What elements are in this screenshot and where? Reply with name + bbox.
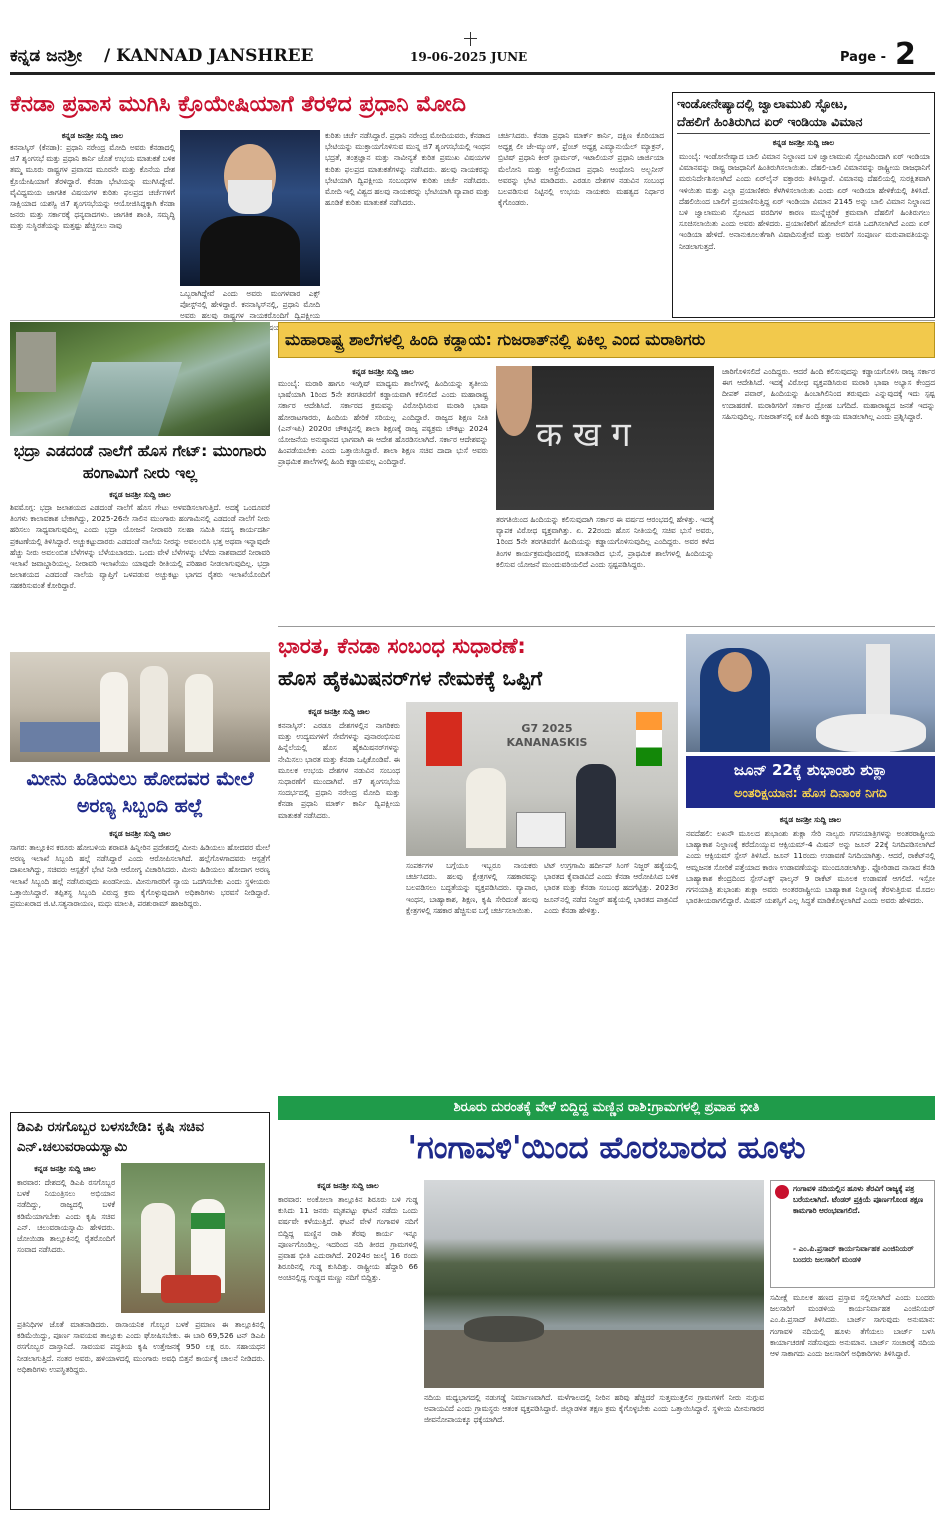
- crosshair-mark-h: [464, 38, 477, 39]
- photo-caption-text: ಒಬ್ಬರಾಗಿದ್ದೇವೆ ಎಂದು ಅವರು ಮಂಗಳವಾರ ಎಕ್ಸ್ ಪೋಸ್ಟ್‌ನಲ್ಲಿ ಹೇಳಿದ್ದಾರೆ. ಕನನಾಸ್ಕಿಸ್‌ನಲ್ಲಿ, ಪ್ರಧಾನಿ ಮೋದಿ ಅವರು ಹಲವು ರಾಷ್ಟ್ರಗಳ ನಾಯಕರೊಂದಿಗೆ ದ್ವಿಪಕ್ಷೀಯ ವಿಷಯಗಳ: [180, 289, 320, 332]
- byline: ಕನ್ನಡ ಜನಶ್ರೀ ಸುದ್ದಿ ಜಾಲ: [308, 707, 370, 716]
- river-landslide-photo: [424, 1180, 764, 1388]
- masthead-rule: [10, 72, 935, 75]
- article-column: ನದಿಯ ಮಧ್ಯಭಾಗದಲ್ಲಿ ನಡುಗಡ್ಡೆ ನಿರ್ಮಾಣವಾಗಿದೆ. ಮಳೆಗಾಲದಲ್ಲಿ ನೀರಿನ ಹರಿವು ಹೆಚ್ಚಿದರೆ ಸುತ್ತಮುತ್ತಲಿನ ಗ್ರಾಮಗಳಿಗೆ ನೀರು ನುಗ್ಗುವ ಅಪಾಯವಿದೆ ಎಂದು ಗ್ರಾಮಸ್ಥರು ಆತಂಕ ವ್ಯಕ್ತಪಡಿಸಿದ್ದಾರೆ. ಜಿಲ್ಲಾಡಳಿತ ತಕ್ಷಣ ಕ್ರಮ ಕೈಗೊಳ್ಳಬೇಕು ಎಂದು ಒತ್ತಾಯಿಸಿದ್ದಾರೆ. ಸ್ಥಳೀಯ ಮೀನುಗಾರರ ಜೀವನೋಪಾಯಕ್ಕೂ ಧಕ್ಕೆಯಾಗಿದೆ.: [424, 1393, 764, 1425]
- byline: ಕನ್ನಡ ಜನಶ್ರೀ ಸುದ್ದಿ ಜಾಲ: [34, 1164, 96, 1173]
- portrait-suit: [200, 216, 300, 286]
- quote-text: ಗಂಗಾವಳಿ ನದಿಯಲ್ಲಿನ ಹೂಳು ತೆರವಿಗೆ ರಾಜ್ಯಕ್ಕೆ ಪತ್ರ ಬರೆಯಲಾಗಿದೆ. ಟೆಂಡರ್ ಪ್ರಕ್ರಿಯೆ ಪೂರ್ಣಗೊಂಡ ತಕ್ಷಣ ಕಾಮಗಾರಿ ಆರಂಭವಾಗಲಿದೆ.: [793, 1184, 924, 1216]
- headline-box-shukla: [686, 756, 935, 808]
- article-column: ತರಗತಿಯಿಂದ ಹಿಂದಿಯನ್ನು ಕಲಿಸುವುದಾಗಿ ಸರ್ಕಾರ ಈ ವರ್ಷದ ಆರಂಭದಲ್ಲಿ ಹೇಳಿತ್ತು. ಇದಕ್ಕೆ ವ್ಯಾಪಕ ವಿರೋಧ ವ್ಯಕ್ತವಾಗಿತ್ತು. ಏ. 22ರಂದು ಹೊಸ ನೀತಿಯಲ್ಲಿ ಸಚಿವ ಭುಸೆ ಅವರು, 1ರಿಂದ 5ನೇ ತರಗತಿವರೆಗೆ ಹಿಂದಿಯನ್ನು ಕಡ್ಡಾಯಗೊಳಿಸುವುದಿಲ್ಲ ಎಂದಿದ್ದರು. ಅವರ ಕಳೆದ ತಿಂಗಳ ಕಾರ್ಯಕ್ರಮವೊಂದರಲ್ಲಿ ಮಾತನಾಡಿದ ಭುಸೆ, ಪ್ರಾಥಮಿಕ ಶಾಲೆಗಳಲ್ಲಿ ಹಿಂದಿಯನ್ನು ಕಲಿಸುವ ಯೋಜನೆ ಮುಂದುವರಿಯಲಿದೆ ಎಂದು ಸ್ಪಷ್ಟಪಡಿಸಿದ್ದರು.: [496, 515, 714, 569]
- byline: ಕನ್ನಡ ಜನಶ್ರೀ ಸುದ್ದಿ ಜಾಲ: [109, 490, 171, 499]
- masthead: [0, 0, 945, 78]
- article-column: ಸಂಪರ್ಕಗಳ ಬಗ್ಗೆಯೂ ಇಬ್ಬರೂ ನಾಯಕರು ಚರ್ಚಿಸಿದರು. ಹಲವು ಕ್ಷೇತ್ರಗಳಲ್ಲಿ ಸಹಕಾರವನ್ನು ಬಲಪಡಿಸಲು ಬದ್ಧತೆಯನ್ನು ವ್ಯಕ್ತಪಡಿಸಿದರು. ವ್ಯಾಪಾರ, ಇಂಧನ, ಬಾಹ್ಯಾಕಾಶ, ಶಿಕ್ಷಣ, ಕೃಷಿ ಸೇರಿದಂತೆ ಹಲವು ಕ್ಷೇತ್ರಗಳಲ್ಲಿ ಸಹಕಾರ ಹೆಚ್ಚಿಸುವ ಬಗ್ಗೆ ಚರ್ಚಿಸಲಾಯಿತು.: [406, 861, 538, 915]
- india-flag: [636, 712, 662, 766]
- rocket-smoke: [816, 714, 926, 752]
- byline: ಕನ್ನಡ ಜನಶ್ರೀ ಸುದ್ದಿ ಜಾಲ: [109, 829, 171, 838]
- kicker-bar: [278, 1096, 935, 1120]
- headline-shukla-2: ಅಂತರಿಕ್ಷಯಾನ: ಹೊಸ ದಿನಾಂಕ ನಿಗದಿ: [734, 785, 887, 800]
- byline: ಕನ್ನಡ ಜನಶ್ರೀ ಸುದ್ದಿ ಜಾಲ: [779, 815, 842, 824]
- byline: ಕನ್ನಡ ಜನಶ್ರೀ ಸುದ್ದಿ ಜಾಲ: [772, 138, 835, 147]
- story-canada-ties: [278, 632, 680, 1092]
- byline: ಕನ್ನಡ ಜನಶ್ರೀ ಸುದ್ದಿ ಜಾಲ: [317, 1181, 379, 1190]
- headline-dap: ಡಿಎಪಿ ರಸಗೊಬ್ಬರ ಬಳಸಬೇಡಿ: ಕೃಷಿ ಸಚಿವ ಎನ್.ಚಲುವರಾಯಸ್ವಾಮಿ: [17, 1119, 205, 1155]
- quote-mark-icon: [775, 1185, 789, 1199]
- article-column: ಜಾರಿಗೊಳಿಸಲಿದೆ ಎಂದಿದ್ದರು. ಆದರೆ ಹಿಂದಿ ಕಲಿಸುವುದನ್ನು ಕಡ್ಡಾಯಗೊಳಿಸಿ ರಾಜ್ಯ ಸರ್ಕಾರ ಈಗ ಆದೇಶಿಸಿದೆ. ಇದಕ್ಕೆ ವಿರೋಧ ವ್ಯಕ್ತಪಡಿಸಿರುವ ಮರಾಠಿ ಭಾಷಾ ಅಭ್ಯಾಸ ಕೇಂದ್ರದ ದೀಪಕ್ ಪವಾರ್, ಹಿಂದಿಯನ್ನು ಹಿಂಬಾಗಿಲಿನಿಂದ ತರುವುದು ಎನ್ನುವುದಕ್ಕೆ ಇದು ಸ್ಪಷ್ಟ ಉದಾಹರಣೆ. ಮರಾಠಿಗರಿಗೆ ಸರ್ಕಾರ ದ್ರೋಹ ಬಗೆದಿದೆ. ಮಹಾರಾಷ್ಟ್ರದ ಜನತೆ ಇದನ್ನು ಸಹಿಸುವುದಿಲ್ಲ. ಗುಜರಾತ್‌ನಲ್ಲಿ ಏಕೆ ಹಿಂದಿ ಕಡ್ಡಾಯ ಮಾಡಲಾಗಿಲ್ಲ ಎಂದು ಪ್ರಶ್ನಿಸಿದ್ದಾರೆ.: [722, 367, 935, 421]
- headline-air-india-2: ದೆಹಲಿಗೆ ಹಿಂತಿರುಗಿದ ಏರ್ ಇಂಡಿಯಾ ವಿಮಾನ: [677, 114, 863, 129]
- astronaut-photo: [686, 634, 935, 752]
- section-rule: [10, 320, 935, 321]
- article-column: ಕನನಾಸ್ಕಿಸ್: ಎರಡೂ ದೇಶಗಳಲ್ಲಿನ ನಾಗರಿಕರು ಮತ್ತು ಉದ್ಯಮಗಳಿಗೆ ಸೇವೆಗಳನ್ನು ಪುನಾರಂಭಿಸುವ ಹಿನ್ನೆಲೆಯಲ್ಲಿ ಹೊಸ ಹೈಕಮಿಷನರ್‌ಗಳನ್ನು ನೇಮಿಸಲು ಭಾರತ ಮತ್ತು ಕೆನಡಾ ಒಪ್ಪಿಕೊಂಡಿವೆ. ಈ ಮೂಲಕ ಉಭಯ ದೇಶಗಳ ನಡುವಿನ ಸಂಬಂಧ ಸುಧಾರಣೆಗೆ ಮುಂದಾಗಿವೆ. ಜಿ7 ಶೃಂಗಸಭೆಯ ಸಂದರ್ಭದಲ್ಲಿ ಪ್ರಧಾನಿ ನರೇಂದ್ರ ಮೋದಿ ಮತ್ತು ಕೆನಡಾ ಪ್ರಧಾನಿ ಮಾರ್ಕ್ ಕಾರ್ನಿ ದ್ವಿಪಕ್ಷೀಯ ಮಾತುಕತೆ ನಡೆಸಿದರು.: [278, 721, 400, 820]
- byline: ಕನ್ನಡ ಜನಶ್ರೀ ಸುದ್ದಿ ಜಾಲ: [61, 131, 124, 140]
- headline-canada-2: ಹೊಸ ಹೈಕಮಿಷನರ್‌ಗಳ ನೇಮಕಕ್ಕೆ ಒಪ್ಪಿಗೆ: [278, 666, 543, 690]
- person-figure: [140, 666, 168, 752]
- story-air-india: [672, 92, 935, 318]
- masthead-title-english: / KANNAD JANSHREE: [104, 46, 314, 66]
- leader-figure: [576, 764, 616, 848]
- article-column: ಕುರಿತು ಚರ್ಚೆ ನಡೆಸಿದ್ದಾರೆ. ಪ್ರಧಾನಿ ನರೇಂದ್ರ ಮೋದಿಯವರು, ಕೆನಡಾದ ಭೇಟಿಯನ್ನು ಮುಕ್ತಾಯಗೊಳಿಸುವ ಮುನ್ನ ಜಿ7 ಶೃಂಗಸಭೆಯಲ್ಲಿ ಇಂಧನ ಭದ್ರತೆ, ತಂತ್ರಜ್ಞಾನ ಮತ್ತು ನಾವೀನ್ಯತೆ ಕುರಿತ ಪ್ರಮುಖ ವಿಷಯಗಳ ಕುರಿತು ಫಲಪ್ರದ ಮಾತುಕತೆಗಳನ್ನು ನಡೆಸಿದರು. ಹಲವು ನಾಯಕರನ್ನು ಭೇಟಿಯಾಗಿ ದ್ವಿಪಕ್ಷೀಯ ಸಂಬಂಧಗಳ ಕುರಿತು ಚರ್ಚೆ ನಡೆಸಿದರು. ಮೋದಿ ಇಲ್ಲಿ ವಿಶ್ವದ ಹಲವು ನಾಯಕರನ್ನು ಭೇಟಿಯಾಗಿ ವ್ಯಾಪಾರ ಮತ್ತು ಹೂಡಿಕೆ ಕುರಿತು ಮಾತುಕತೆ ನಡೆಸಿದರು.: [325, 131, 490, 208]
- article-column: ಪ್ರತಿನಿಧಿಗಳ ಜೊತೆ ಮಾತನಾಡಿದರು. ರಾಸಾಯನಿಕ ಗೊಬ್ಬರ ಬಳಕೆ ಪ್ರಮಾಣ ಈ ತಾಲ್ಲೂಕಿನಲ್ಲಿ ಕಡಿಮೆಯಿದ್ದು, ಪೂರ್ಣ ಸಾವಯವ ತಾಲ್ಲೂಕು ಎಂದು ಘೋಷಿಸಬೇಕು. ಈ ಬಾರಿ 69,526 ಟನ್ ಡಿಎಪಿ ರಸಗೊಬ್ಬರ ದಾಸ್ತಾನಿದೆ. ಸಾವಯವ ಪದ್ಧತಿಯ ಕೃಷಿ ಉತ್ತೇಜನಕ್ಕೆ 950 ಲಕ್ಷ ರೂ. ಸಹಾಯಧನ ನೀಡಲಾಗುತ್ತಿದೆ. ನಂತರ ಅವರು, ಹಳಿಯಾಳದಲ್ಲಿ ಮುಂಗಾರು ಅವಧಿ ಬಿತ್ತನೆ ಕಾರ್ಯಕ್ಕೆ ಚಾಲನೆ ನೀಡಿದರು. ಅಧಿಕಾರಿಗಳು ಉಪಸ್ಥಿತರಿದ್ದರು.: [17, 1320, 265, 1374]
- article-body: ಸಾಗರ: ತಾಲ್ಲೂಕಿನ ಕರೂರು ಹೋಬಳಿಯ ಶರಾವತಿ ಹಿನ್ನೀರಿನ ಪ್ರದೇಶದಲ್ಲಿ ಮೀನು ಹಿಡಿಯಲು ಹೋದವರ ಮೇಲೆ ಅರಣ್ಯ ಇಲಾಖೆ ಸಿಬ್ಬಂದಿ ಹಲ್ಲೆ ನಡೆಸಿದ್ದಾರೆ ಎಂದು ಆರೋಪಿಸಲಾಗಿದೆ. ಹಲ್ಲೆಗೊಳಗಾದವರು ಆಸ್ಪತ್ರೆಗೆ ದಾಖಲಾಗಿದ್ದು, ಸಚಿವರು ಆಸ್ಪತ್ರೆಗೆ ಭೇಟಿ ನೀಡಿ ಆರೋಗ್ಯ ವಿಚಾರಿಸಿದರು. ಮೀನು ಹಿಡಿಯಲು ಹೋದಾಗ ಅರಣ್ಯ ಇಲಾಖೆ ಸಿಬ್ಬಂದಿ ಹಲ್ಲೆ ನಡೆಸಿರುವುದು ಖಂಡನೀಯ. ಮೀನುಗಾರರಿಗೆ ನ್ಯಾಯ ಒದಗಿಸಬೇಕು ಎಂದು ಸ್ಥಳೀಯರು ಒತ್ತಾಯಿಸಿದ್ದಾರೆ. ತಪ್ಪಿತಸ್ಥ ಸಿಬ್ಬಂದಿ ವಿರುದ್ಧ ಕ್ರಮ ಕೈಗೊಳ್ಳುವುದಾಗಿ ಅಧಿಕಾರಿಗಳು ಭರವಸೆ ನೀಡಿದ್ದಾರೆ. ಪ್ರಮುಖರಾದ ಜಿ.ಟಿ.ಸತ್ಯನಾರಾಯಣ, ಮಧು ಮಾಲತಿ, ಪರಶುರಾಮ್ ಹಾಜರಿದ್ದರು.: [10, 843, 270, 909]
- story-modi-croatia: [10, 86, 664, 332]
- article-body: ನವದೆಹಲಿ: ಲಖನೌ ಮೂಲದ ಶುಭಾಂಶು ಶುಕ್ಲಾ ಸೇರಿ ನಾಲ್ವರು ಗಗನಯಾತ್ರಿಗಳನ್ನು ಅಂತರರಾಷ್ಟ್ರೀಯ ಬಾಹ್ಯಾಕಾಶ ನಿಲ್ದಾಣಕ್ಕೆ ಕರೆದೊಯ್ಯುವ ಆಕ್ಸಿಯಮ್-4 ಮಿಷನ್ ಅನ್ನು ಜೂನ್ 22ಕ್ಕೆ ನಿಗದಿಪಡಿಸಲಾಗಿದೆ ಎಂದು ಆಕ್ಸಿಯಮ್ ಸ್ಪೇಸ್ ತಿಳಿಸಿದೆ. ಜೂನ್ 11ರಂದು ಉಡಾವಣೆ ನಿಗದಿಯಾಗಿತ್ತು. ಆದರೆ, ರಾಕೆಟ್‌ನಲ್ಲಿ ಆಮ್ಲಜನಕ ಸೋರಿಕೆ ಪತ್ತೆಯಾದ ಕಾರಣ ಉಡಾವಣೆಯನ್ನು ಮುಂದೂಡಲಾಗಿತ್ತು. ಫ್ಲೋರಿಡಾದ ನಾಸಾದ ಕೆನಡಿ ಬಾಹ್ಯಾಕಾಶ ಕೇಂದ್ರದಿಂದ ಸ್ಪೇಸ್‌ಎಕ್ಸ್ ಫಾಲ್ಕನ್ 9 ರಾಕೆಟ್ ಮೂಲಕ ಉಡಾವಣೆ ಆಗಲಿದೆ. ಇಸ್ರೋ ಗಗನಯಾತ್ರಿ ಶುಭಾಂಶು ಶುಕ್ಲಾ ಅವರು ಅಂತರರಾಷ್ಟ್ರೀಯ ಬಾಹ್ಯಾಕಾಶ ನಿಲ್ದಾಣಕ್ಕೆ ತೆರಳುತ್ತಿರುವ ಮೊದಲ ಭಾರತೀಯರಾಗಲಿದ್ದಾರೆ. ಮಿಷನ್ ಯಶಸ್ವಿಗೆ ಎಲ್ಲ ಸಿದ್ಧತೆ ಮಾಡಿಕೊಳ್ಳಲಾಗಿದೆ ಎಂದು ಅವರು ಹೇಳಿದರು.: [686, 829, 935, 906]
- headline-hindi: ಮಹಾರಾಷ್ಟ್ರ ಶಾಲೆಗಳಲ್ಲಿ ಹಿಂದಿ ಕಡ್ಡಾಯ: ಗುಜರಾತ್‌ನಲ್ಲಿ ಏಕಿಲ್ಲ ಎಂದ ಮರಾಠಿಗರು: [285, 330, 706, 349]
- chalkboard-photo: [496, 366, 714, 510]
- byline: ಕನ್ನಡ ಜನಶ್ರೀ ಸುದ್ದಿ ಜಾಲ: [352, 367, 414, 376]
- story-shukla: [686, 634, 935, 1094]
- story-fishermen: [10, 652, 270, 1092]
- portrait-beard: [228, 180, 272, 214]
- article-column: ಕನನಾಸ್ಕಿಸ್ (ಕೆನಡಾ): ಪ್ರಧಾನಿ ನರೇಂದ್ರ ಮೋದಿ ಅವರು ಕೆನಡಾದಲ್ಲಿ ಜಿ7 ಶೃಂಗಸಭೆ ಮತ್ತು ಪ್ರಧಾನಿ ಕಾರ್ನಿ ಜೊತೆ ಉಭಯ ಮಾತುಕತೆ ಬಳಿಕ ತಮ್ಮ ಮೂರು ರಾಷ್ಟ್ರಗಳ ಪ್ರವಾಸದ ಮೂರನೇ ಮತ್ತು ಕೊನೆಯ ದೇಶ ಕ್ರೊಯೇಷಿಯಾಗೆ ತೆರಳಿದ್ದಾರೆ. ಕೆನಡಾ ಭೇಟಿಯನ್ನು ಮುಗಿಸಿದ್ದೇವೆ. ವೈವಿಧ್ಯಮಯ ಜಾಗತಿಕ ವಿಷಯಗಳ ಕುರಿತು ಫಲಪ್ರದ ಚರ್ಚೆಗಳಿಗೆ ಸಾಕ್ಷಿಯಾದ ಯಶಸ್ವಿ ಜಿ7 ಶೃಂಗಸಭೆಯನ್ನು ಆಯೋಜಿಸಿದ್ದಕ್ಕಾಗಿ ಕೆನಡಾ ಜನರು ಮತ್ತು ಸರ್ಕಾರಕ್ಕೆ ಧನ್ಯವಾದಗಳು. ಜಾಗತಿಕ ಶಾಂತಿ, ಸಮೃದ್ಧಿ ಮತ್ತು ಸುಸ್ಥಿರತೆಯನ್ನು ಮತ್ತಷ್ಟು ಹೆಚ್ಚಿಸಲು ನಾವು: [10, 143, 175, 231]
- article-column: ಮುಂಬೈ: ಮರಾಠಿ ಹಾಗೂ ಇಂಗ್ಲಿಷ್ ಮಾಧ್ಯಮ ಶಾಲೆಗಳಲ್ಲಿ ಹಿಂದಿಯನ್ನು ತೃತೀಯ ಭಾಷೆಯಾಗಿ 1ರಿಂದ 5ನೇ ತರಗತಿವರೆಗೆ ಕಡ್ಡಾಯವಾಗಿ ಕಲಿಸಲಿದೆ ಎಂದು ಮಹಾರಾಷ್ಟ್ರ ಸರ್ಕಾರ ಆದೇಶಿಸಿದೆ. ಸರ್ಕಾರದ ಕ್ರಮವನ್ನು ವಿರೋಧಿಸಿರುವ ಮರಾಠಿ ಭಾಷಾ ಹೋರಾಟಗಾರರು, ಹಿಂದಿಯ ಹೇರಿಕೆ ಸರಿಯಲ್ಲ ಎಂದಿದ್ದಾರೆ. ರಾಜ್ಯದ ಶಿಕ್ಷಣ ನೀತಿ (ಎನ್‌ಇಪಿ) 2020ರ ಚೌಕಟ್ಟಿನಲ್ಲಿ ಶಾಲಾ ಶಿಕ್ಷಣಕ್ಕೆ ರಾಜ್ಯ ಪಠ್ಯಕ್ರಮ ಚೌಕಟ್ಟು 2024 ಯೋಜನೆಯ ಅನುಷ್ಠಾನದ ಭಾಗವಾಗಿ ಈ ಆದೇಶ ಹೊರಡಿಸಲಾಗಿದೆ. ಸರ್ಕಾರ ಆದೇಶವನ್ನು ಹಿಂಪಡೆಯಬೇಕು ಎಂದು ಒತ್ತಾಯಿಸಿದ್ದಾರೆ. ಶಾಲಾ ಶಿಕ್ಷಣ ಸಚಿವ ದಾದಾ ಭುಸೆ ಅವರು ಪ್ರಾಥಮಿಕ ಶಾಲೆಗಳಲ್ಲಿ ಹಿಂದಿ ಕಡ್ಡಾಯವಲ್ಲ ಎಂದಿದ್ದಾರೆ.: [278, 379, 488, 467]
- story-bhadra: [10, 322, 270, 642]
- article-column: ಸಮೀಕ್ಷೆ ಮೂಲಕ ಹಣದ ಪ್ರಸ್ತಾವ ಸಲ್ಲಿಸಲಾಗಿದೆ ಎಂದು ಬಂದರು ಜಲಸಾರಿಗೆ ಮಂಡಳಿಯ ಕಾರ್ಯನಿರ್ವಾಹಕ ಎಂಜಿನಿಯರ್ ಎಂ.ಪಿ.ಪ್ರಸಾದ್ ತಿಳಿಸಿದರು. ಬಾರ್ಜ್ ಸಾಗುವುದು ಅನುಮಾನ: ಗಂಗಾವಳಿ ನದಿಯಲ್ಲಿ ಹೂಳು ತೆಗೆಯಲು ಬಾರ್ಜ್ ಬಳಸಿ ಕಾರ್ಯಾಚರಣೆ ನಡೆಸುವುದು ಅನುಮಾನ. ಬಾರ್ಜ್ ಸಂಚಾರಕ್ಕೆ ನದಿಯ ಆಳ ಸಾಕಾಗದು ಎಂದು ಜಲಸಾರಿಗೆ ಅಧಿಕಾರಿಗಳು ತಿಳಿಸಿದ್ದಾರೆ.: [770, 1293, 935, 1359]
- crosshair-mark: [470, 32, 471, 46]
- section-rule: [278, 626, 935, 627]
- rocks: [464, 1316, 544, 1342]
- story-gangavali: [278, 1096, 935, 1510]
- article-body: ಶಿವಮೊಗ್ಗ: ಭದ್ರಾ ಜಲಾಶಯದ ಎಡದಂಡೆ ನಾಲೆಗೆ ಹೊಸ ಗೇಟು ಅಳವಡಿಸಲಾಗುತ್ತಿದೆ. ಅದಕ್ಕೆ ಒಂದೂವರೆ ತಿಂಗಳು ಕಾಲಾವಕಾಶ ಬೇಕಾಗಿದ್ದು, 2025-26ನೇ ಸಾಲಿನ ಮುಂಗಾರು ಹಂಗಾಮಿನಲ್ಲಿ ಎಡದಂಡೆ ನಾಲೆಗೆ ನೀರು ಹರಿಸಲು ಸಾಧ್ಯವಾಗುವುದಿಲ್ಲ ಎಂದು ಭದ್ರಾ ಯೋಜನೆ ನೀರಾವರಿ ಸಲಹಾ ಸಮಿತಿ ಸದಸ್ಯ ಕಾರ್ಯದರ್ಶಿ ಪ್ರಕಟಣೆಯಲ್ಲಿ ತಿಳಿಸಿದ್ದಾರೆ. ಅಚ್ಚುಕಟ್ಟುದಾರರು ಎಡದಂಡೆ ನಾಲೆಯ ನೀರನ್ನು ಅವಲಂಬಿಸಿ ಭತ್ತ ಅಥವಾ ಇನ್ನಾವುದೇ ಹೆಚ್ಚು ನೀರು ಅವಲಂಬಿತ ಬೆಳೆಗಳನ್ನು ಬೆಳೆಯಬಾರದು. ಒಂದು ವೇಳೆ ಬೆಳೆಗಳನ್ನು ಬೆಳೆದು ನಾಶವಾದರೆ ನೀರಾವರಿ ಇಲಾಖೆ ಜವಾಬ್ದಾರಿಯಲ್ಲ. ನೀರಾವರಿ ಇಲಾಖೆಯು ಯಾವುದೇ ರೀತಿಯಲ್ಲಿ ಪರಿಹಾರ ನೀಡಲಾಗುವುದಿಲ್ಲ. ಭದ್ರಾ ಜಲಾಶಯದ ಎಡದಂಡೆ ನಾಲೆಯ ವ್ಯಾಪ್ತಿಗೆ ಒಳಪಡುವ ಅಚ್ಚುಕಟ್ಟು ಭಾಗದ ರೈತರು ಇಲಾಖೆಯೊಂದಿಗೆ ಸಹಕರಿಸುವಂತೆ ಕೋರಿದ್ದಾರೆ.: [10, 503, 270, 591]
- headline-air-india-1: ಇಂಡೋನೇಷ್ಯಾದಲ್ಲಿ ಜ್ವಾಲಾಮುಖಿ ಸ್ಫೋಟ,: [677, 96, 848, 111]
- article-column: ಕಾರವಾರ: ದೇಶದಲ್ಲಿ ಡಿಎಪಿ ರಸಗೊಬ್ಬರ ಬಳಕೆ ನಿಯಂತ್ರಿಸಲು ಅಭಿಯಾನ ನಡೆದಿದ್ದು, ರಾಜ್ಯದಲ್ಲಿ ಬಳಕೆ ಕಡಿಮೆಯಾಗಬೇಕು ಎಂದು ಕೃಷಿ ಸಚಿವ ಎನ್. ಚಲುವರಾಯಸ್ವಾಮಿ ಹೇಳಿದರು. ಜೋಯಿಡಾ ತಾಲ್ಲೂಕಿನಲ್ಲಿ ರೈತರೊಂದಿಗೆ ಸಂವಾದ ನಡೆಸಿದರು.: [17, 1178, 115, 1255]
- canal-photo: [10, 322, 270, 436]
- headline-gangavali: 'ಗಂಗಾವಳಿ'ಯಿಂದ ಹೊರಬಾರದ ಹೂಳು: [407, 1130, 806, 1166]
- masthead-title-kannada: ಕನ್ನಡ ಜನಶ್ರೀ: [10, 46, 82, 66]
- article-column: ಟಿಟ್ ಉಗ್ರಗಾಮಿ ಹರ್ದೀಪ್ ಸಿಂಗ್ ನಿಜ್ಜರ್ ಹತ್ಯೆಯಲ್ಲಿ ಭಾರತದ ಕೈವಾಡವಿದೆ ಎಂದು ಕೆನಡಾ ಆರೋಪಿಸಿದ ಬಳಿಕ ಭಾರತ ಮತ್ತು ಕೆನಡಾ ಸಂಬಂಧ ಹದಗೆಟ್ಟಿತ್ತು. 2023ರ ಜೂನ್‌ನಲ್ಲಿ ನಡೆದ ನಿಜ್ಜರ್ ಹತ್ಯೆಯಲ್ಲಿ ಭಾರತದ ಪಾತ್ರವಿದೆ ಎಂದು ಕೆನಡಾ ಹೇಳಿತ್ತು.: [544, 861, 678, 915]
- astronaut-face: [718, 652, 752, 692]
- page-label: Page -: [840, 50, 886, 65]
- green-shawl: [191, 1213, 225, 1229]
- canada-flag: [426, 712, 462, 766]
- headline-rule: [677, 133, 930, 134]
- article-column: ಕಾರವಾರ: ಅಂಕೋಲಾ ತಾಲ್ಲೂಕಿನ ಶಿರೂರು ಬಳಿ ಗುಡ್ಡ ಕುಸಿದು 11 ಜನರು ಮೃತಪಟ್ಟು ಘಟನೆ ನಡೆದು ಒಂದು ವರ್ಷವೇ ಕಳೆಯುತ್ತಿದೆ. ಘಟನೆ ವೇಳೆ ಗಂಗಾವಳಿ ನದಿಗೆ ಬಿದ್ದಿದ್ದ ಮಣ್ಣಿನ ರಾಶಿ ತೆರವು ಕಾರ್ಯ ಇನ್ನೂ ಪೂರ್ಣಗೊಂಡಿಲ್ಲ. ಇದರಿಂದ ನದಿ ತೀರದ ಗ್ರಾಮಗಳಲ್ಲಿ ಪ್ರವಾಹ ಭೀತಿ ಎದುರಾಗಿದೆ. 2024ರ ಜುಲೈ 16 ರಂದು ಶಿರೂರಿನಲ್ಲಿ ಗುಡ್ಡ ಕುಸಿದಿತ್ತು. ರಾಷ್ಟ್ರೀಯ ಹೆದ್ದಾರಿ 66 ಅಂಚಿನಲ್ಲಿದ್ದ ಗುಡ್ಡದ ಮಣ್ಣು ನದಿಗೆ ಬಿದ್ದಿತ್ತು.: [278, 1195, 418, 1283]
- canal-building: [16, 332, 56, 392]
- quote-attribution: - ಎಂ.ಪಿ.ಪ್ರಸಾದ್ ಕಾರ್ಯನಿರ್ವಾಹಕ ಎಂಜಿನಿಯರ್ ಬಂದರು ಜಲಸಾರಿಗೆ ಮಂಡಳಿ: [793, 1244, 914, 1264]
- chalkboard-text: क ख ग: [536, 415, 631, 455]
- headline-bhadra: ಭದ್ರಾ ಎಡದಂಡೆ ನಾಲೆಗೆ ಹೊಸ ಗೇಟ್: ಮುಂಗಾರು ಹಂಗಾಮಿಗೆ ನೀರು ಇಲ್ಲ: [13, 442, 267, 482]
- hand-with-chalk: [496, 366, 532, 436]
- issue-date: 19-06-2025 JUNE: [410, 50, 528, 64]
- leader-figure: [466, 768, 506, 848]
- story-hindi: [278, 322, 935, 622]
- headline-box: [278, 322, 935, 358]
- farm-event-photo: [121, 1163, 265, 1313]
- kicker-gangavali: ಶಿರೂರು ದುರಂತಕ್ಕೆ ವೇಳೆ ಬಿದ್ದಿದ್ದ ಮಣ್ಣಿನ ರಾಶಿ:ಗ್ರಾಮಗಳಲ್ಲಿ ಪ್ರವಾಹ ಭೀತಿ: [453, 1100, 760, 1115]
- headline-canada-1: ಭಾರತ, ಕೆನಡಾ ಸಂಬಂಧ ಸುಧಾರಣೆ:: [278, 634, 526, 658]
- person-figure: [185, 674, 213, 752]
- table: [516, 812, 566, 848]
- headline-shukla-1: ಜೂನ್ 22ಕ್ಕೆ ಶುಭಾಂಶು ಶುಕ್ಲಾ: [733, 761, 888, 779]
- headline-fishermen: ಮೀನು ಹಿಡಿಯಲು ಹೋದವರ ಮೇಲೆ ಅರಣ್ಯ ಸಿಬ್ಬಂದಿ ಹಲ್ಲೆ: [26, 768, 254, 817]
- quote-box: [770, 1180, 935, 1288]
- g7-backdrop-text: G7 2025 KANANASKIS: [506, 722, 588, 749]
- article-column: ಚರ್ಚಿಸಿದರು. ಕೆನಡಾ ಪ್ರಧಾನಿ ಮಾರ್ಕ್ ಕಾರ್ನಿ, ದಕ್ಷಿಣ ಕೊರಿಯಾದ ಅಧ್ಯಕ್ಷ ಲೀ ಜೇ-ಮ್ಯುಂಗ್, ಫ್ರೆಂಚ್ ಅಧ್ಯಕ್ಷ ಎಮ್ಯಾನುಯೆಲ್ ಮ್ಯಾಕ್ರನ್, ಬ್ರಿಟಿಷ್ ಪ್ರಧಾನಿ ಕೀರ್ ಸ್ಟಾರ್ಮರ್, ಇಟಾಲಿಯನ್ ಪ್ರಧಾನಿ ಜಾರ್ಜಿಯಾ ಮೆಲೋನಿ ಮತ್ತು ಆಸ್ಟ್ರೇಲಿಯಾದ ಪ್ರಧಾನಿ ಆಂಥೋನಿ ಅಲ್ಬನೀಸ್ ಅವರನ್ನು ಭೇಟಿ ಮಾಡಿದರು. ಎರಡೂ ದೇಶಗಳ ನಡುವಿನ ಸಂಬಂಧ ಬಲಪಡಿಸುವ ನಿಟ್ಟಿನಲ್ಲಿ ಉಭಯ ನಾಯಕರು ಮಹತ್ವದ ನಿರ್ಧಾರ ಕೈಗೊಂಡರು.: [498, 131, 664, 208]
- hospital-photo: [10, 652, 270, 762]
- hospital-bed: [20, 722, 100, 752]
- page-number: 2: [895, 37, 916, 72]
- seed-drill: [161, 1275, 221, 1303]
- modi-photo: [180, 130, 320, 286]
- story-dap: [10, 1112, 270, 1510]
- headline-modi: ಕೆನಡಾ ಪ್ರವಾಸ ಮುಗಿಸಿ ಕ್ರೊಯೇಷಿಯಾಗೆ ತೆರಳಿದ ಪ್ರಧಾನಿ ಮೋದಿ: [10, 92, 466, 117]
- g7-meeting-photo: [406, 702, 678, 856]
- article-body: ಮುಂಬೈ: ಇಂಡೋನೇಷ್ಯಾದ ಬಾಲಿ ವಿಮಾನ ನಿಲ್ದಾಣದ ಬಳಿ ಜ್ವಾಲಾಮುಖಿ ಸ್ಫೋಟದಿಂದಾಗಿ ಏರ್ ಇಂಡಿಯಾ ವಿಮಾನವನ್ನು ರಾಷ್ಟ್ರ ರಾಜಧಾನಿಗೆ ಹಿಂತಿರುಗಿಸಲಾಯಿತು. ದೆಹಲಿ-ಬಾಲಿ ವಿಮಾನವನ್ನು ರಾಷ್ಟ್ರೀಯ ರಾಜಧಾನಿಗೆ ಮರುನಿರ್ದೇಶಿಸಲಾಗಿದೆ ಎಂದು ಏರ್‌ಲೈನ್ ವಕ್ತಾರರು ತಿಳಿಸಿದ್ದಾರೆ. ವಿಮಾನವು ದೆಹಲಿಯಲ್ಲಿ ಸುರಕ್ಷಿತವಾಗಿ ಇಳಿಯಿತು ಮತ್ತು ಎಲ್ಲಾ ಪ್ರಯಾಣಿಕರು ಕೆಳಗಿಳಿಸಲಾಯಿತು ಎಂದು ಏರ್ ಇಂಡಿಯಾ ಹೇಳಿಕೆಯಲ್ಲಿ ತಿಳಿಸಿದೆ. ದೆಹಲಿಯಿಂದ ಬಾಲಿಗೆ ಪ್ರಯಾಣಿಸುತ್ತಿದ್ದ ಏರ್ ಇಂಡಿಯಾ ವಿಮಾನ 2145 ಅನ್ನು ಬಾಲಿ ವಿಮಾನ ನಿಲ್ದಾಣದ ಬಳಿ ಜ್ವಾಲಾಮುಖಿ ಸ್ಫೋಟದ ವರದಿಗಳ ಕಾರಣ ಮುನ್ನೆಚ್ಚರಿಕೆ ಕ್ರಮವಾಗಿ ದೆಹಲಿಗೆ ಹಿಂತಿರುಗಲು ಸೂಚಿಸಲಾಯಿತು ಎಂದು ಅವರು ಹೇಳಿದರು. ಪ್ರಯಾಣಿಕರಿಗೆ ಹೋಟೆಲ್ ವಸತಿ ಒದಗಿಸಲಾಗಿದೆ ಎಂದು ಏರ್ ಇಂಡಿಯಾ ಹೇಳಿದೆ. ಅನಾನುಕೂಲತೆಗಾಗಿ ವಿಷಾದಿಸುತ್ತೇವೆ ಮತ್ತು ಅವರಿಗೆ ಸಂಪೂರ್ಣ ಮರುಪಾವತಿಯನ್ನು ನೀಡಲಾಗುತ್ತದೆ.: [679, 152, 930, 251]
- person-figure: [100, 672, 128, 752]
- canal-water: [68, 362, 182, 436]
